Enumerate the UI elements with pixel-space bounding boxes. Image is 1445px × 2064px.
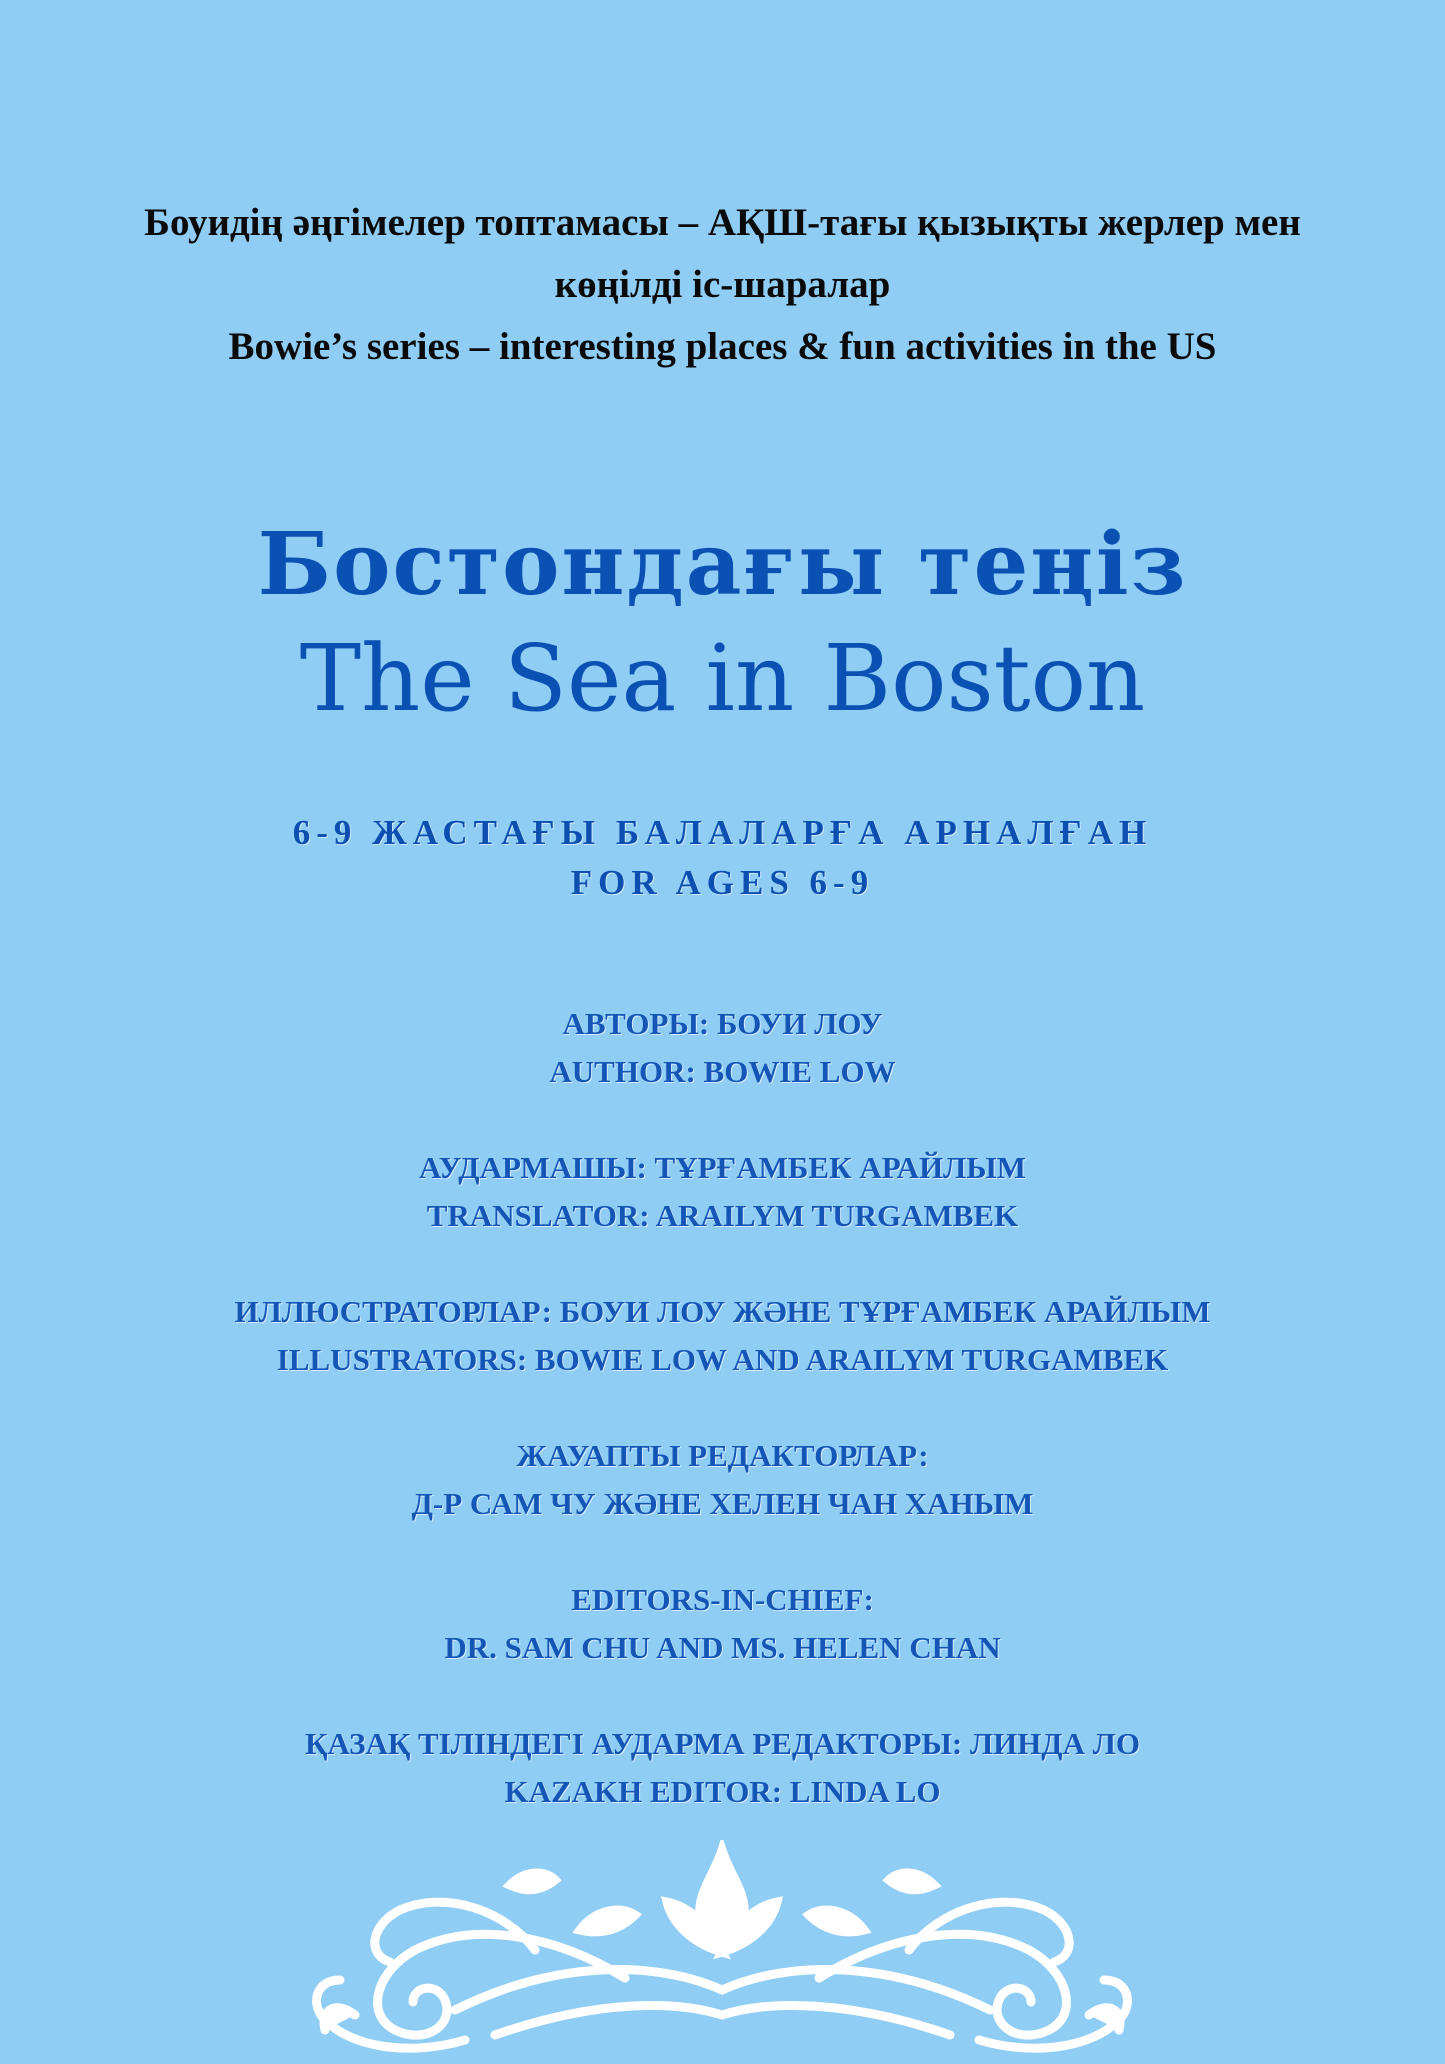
illustrators-en: ILLUSTRATORS: BOWIE LOW AND ARAILYM TURGAMBEK (276, 1342, 1169, 1377)
book-title-kk: Бостондағы теңіз (257, 514, 1188, 615)
editors-en-names: DR. SAM CHU AND MS. HELEN CHAN (444, 1630, 1001, 1665)
series-title-en: Bowie’s series – interesting places & fun activities in the US (228, 325, 1217, 368)
age-range (0, 808, 1445, 908)
flourish-ornament-icon (295, 1840, 1150, 2064)
author-kk: АВТОРЫ: БОУИ ЛОУ (562, 1006, 883, 1041)
illustrators-kk: ИЛЛЮСТРАТОРЛАР: БОУИ ЛОУ ЖӘНЕ ТҰРҒАМБЕК АРАЙЛЫМ (234, 1294, 1211, 1329)
series-title (40, 192, 1405, 378)
editors-kk-label: ЖАУАПТЫ РЕДАКТОРЛАР: (516, 1438, 929, 1473)
translator-kk: АУДАРМАШЫ: ТҰРҒАМБЕК АРАЙЛЫМ (419, 1150, 1026, 1185)
credit-author (0, 1000, 1445, 1096)
series-title-kk-line2: көңілді іс-шаралар (554, 263, 891, 306)
credits (0, 1000, 1445, 1864)
book-title (0, 505, 1445, 739)
credit-illustrators (0, 1288, 1445, 1384)
author-en: AUTHOR: BOWIE LOW (549, 1054, 896, 1089)
book-title-en-text: The Sea in Boston (299, 625, 1146, 732)
kazakh-editor-kk: ҚАЗАҚ ТІЛІНДЕГІ АУДАРМА РЕДАКТОРЫ: ЛИНДА ЛО (304, 1726, 1140, 1761)
translator-en: TRANSLATOR: ARAILYM TURGAMBEK (426, 1198, 1019, 1233)
credit-editors-kk (0, 1432, 1445, 1528)
credit-translator (0, 1144, 1445, 1240)
editors-en-label: EDITORS-IN-CHIEF: (571, 1582, 874, 1617)
credit-kazakh-editor (0, 1720, 1445, 1816)
book-title-en (0, 619, 1445, 739)
editors-kk-names: Д-Р САМ ЧУ ЖӘНЕ ХЕЛЕН ЧАН ХАНЫМ (411, 1486, 1034, 1521)
age-range-en: FOR AGES 6-9 (570, 863, 875, 902)
kazakh-editor-en: KAZAKH EDITOR: LINDA LO (504, 1774, 941, 1809)
credit-editors-en (0, 1576, 1445, 1672)
age-range-kk: 6-9 ЖАСТАҒЫ БАЛАЛАРҒА АРНАЛҒАН (292, 813, 1153, 852)
series-title-kk-line1: Боуидің әңгімелер топтамасы – АҚШ-тағы қызықты жерлер мен (144, 201, 1301, 244)
